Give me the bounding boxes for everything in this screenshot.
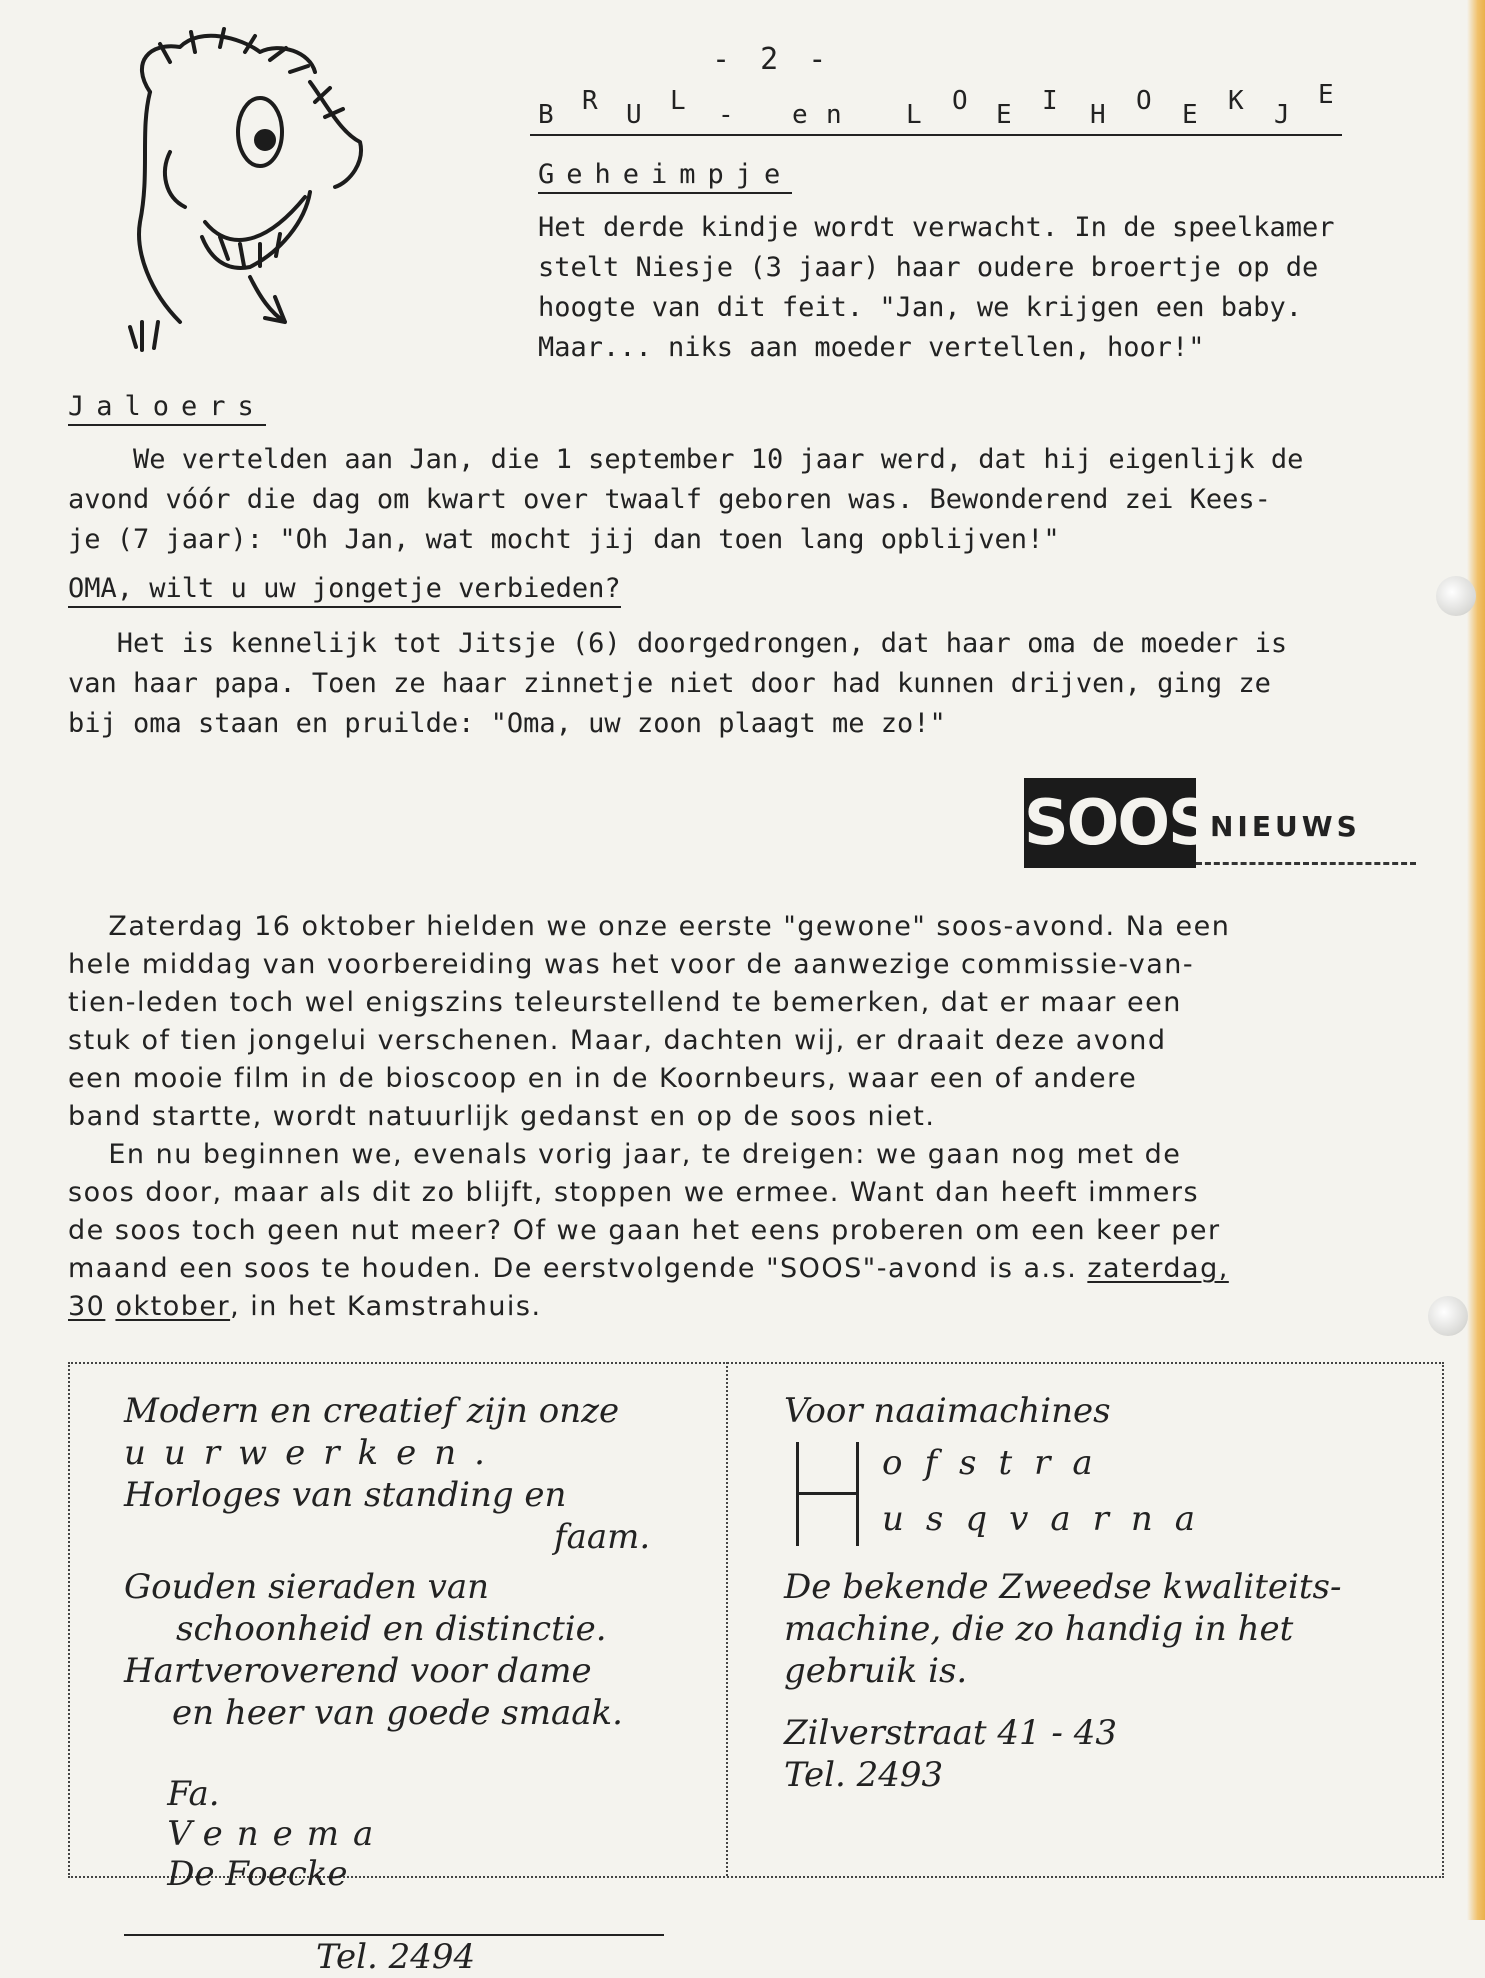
page-number: - 2 - bbox=[712, 42, 833, 77]
title-letter: I bbox=[1042, 86, 1058, 116]
heading-geheimpje: Geheimpje bbox=[538, 158, 792, 194]
ad-line: faam. bbox=[554, 1517, 651, 1557]
ad-address: Zilverstraat 41 - 43 bbox=[784, 1713, 1117, 1753]
text-line: je (7 jaar): "Oh Jan, wat mocht jij dan toen lang opblijven!" bbox=[68, 524, 1060, 555]
title-letter: n bbox=[826, 100, 842, 130]
date-underlined: zaterdag, bbox=[1087, 1253, 1229, 1284]
text-line: de soos toch geen nut meer? Of we gaan het eens proberen om een keer per bbox=[68, 1215, 1221, 1246]
advertisement-divider bbox=[726, 1362, 728, 1876]
soos-article bbox=[68, 908, 1230, 1326]
paper-edge bbox=[1467, 0, 1485, 1920]
ad-line: Modern en creatief zijn onze bbox=[124, 1391, 620, 1431]
soos-logo-text: SOOS bbox=[1024, 786, 1211, 859]
ad-company-line bbox=[124, 1734, 664, 1936]
jaloers-text bbox=[68, 440, 1303, 560]
hofstra-husqvarna-logo bbox=[796, 1442, 1406, 1546]
text-line: We vertelden aan Jan, die 1 september 10 jaar werd, dat hij eigenlijk de bbox=[68, 444, 1304, 475]
text-line: Het is kennelijk tot Jitsje (6) doorgedrongen, dat haar oma de moeder is bbox=[68, 628, 1288, 659]
text-line: Zaterdag 16 oktober hielden we onze eerste "gewone" soos-avond. Na een bbox=[68, 911, 1231, 942]
ad-line: Horloges van standing en bbox=[124, 1475, 567, 1515]
title-letter: L bbox=[906, 100, 922, 130]
text-line: Maar... niks aan moeder vertellen, hoor!" bbox=[538, 332, 1205, 363]
geheimpje-text bbox=[538, 208, 1335, 368]
title-letter: K bbox=[1228, 86, 1244, 116]
text-line bbox=[68, 1250, 1230, 1288]
title-letter: H bbox=[1090, 100, 1106, 130]
text-line: Het derde kindje wordt verwacht. In de speelkamer bbox=[538, 212, 1335, 243]
title-letter: B bbox=[538, 100, 554, 130]
heading-jaloers: Jaloers bbox=[68, 390, 266, 426]
ad-line: gebruik is. bbox=[784, 1651, 968, 1691]
ad-line: Voor naaimachines bbox=[784, 1391, 1111, 1431]
brand-husqvarna: usqvarna bbox=[882, 1499, 1218, 1539]
nieuws-underline bbox=[1196, 862, 1416, 865]
text-line: soos door, maar als dit zo blijft, stoppen we ermee. Want dan heeft immers bbox=[68, 1177, 1200, 1208]
title-letter: L bbox=[670, 86, 686, 116]
text-line: hele middag van voorbereiding was het voor de aanwezige commissie-van- bbox=[68, 949, 1195, 980]
text-line: band startte, wordt natuurlijk gedanst en op de soos niet. bbox=[68, 1101, 936, 1132]
oma-text bbox=[68, 624, 1287, 744]
text-line: stuk of tien jongelui verschenen. Maar, dachten wij, er draait deze avond bbox=[68, 1025, 1167, 1056]
text-line: bij oma staan en pruilde: "Oma, uw zoon plaagt me zo!" bbox=[68, 708, 946, 739]
text-segment: maand een soos te houden. De eerstvolgende "SOOS"-avond is a.s. bbox=[68, 1253, 1088, 1284]
title-letter: O bbox=[952, 86, 968, 116]
punch-hole-top bbox=[1436, 576, 1476, 616]
date-underlined: 30 bbox=[68, 1291, 106, 1322]
ad-right-hofstra bbox=[784, 1390, 1111, 1432]
title-letter: - bbox=[718, 100, 734, 130]
company-name: Venema bbox=[167, 1814, 388, 1854]
company-suffix: De Foecke bbox=[167, 1854, 348, 1894]
ad-phone: Tel. 2494 bbox=[316, 1937, 476, 1977]
brand-hofstra: ofstra bbox=[882, 1443, 1115, 1483]
company-prefix: Fa. bbox=[167, 1774, 220, 1814]
text-line: hoogte van dit feit. "Jan, we krijgen een baby. bbox=[538, 292, 1303, 323]
text-line: stelt Niesje (3 jaar) haar oudere broertje op de bbox=[538, 252, 1319, 283]
ad-line: schoonheid en distinctie. bbox=[176, 1609, 607, 1649]
cartoon-face-illustration bbox=[110, 22, 370, 362]
title-letter: R bbox=[582, 86, 598, 116]
ad-line: Gouden sieraden van bbox=[124, 1567, 490, 1607]
ad-line: en heer van goede smaak. bbox=[172, 1693, 623, 1733]
punch-hole-bottom bbox=[1428, 1296, 1468, 1336]
title-letter: E bbox=[1318, 80, 1334, 110]
heading-oma: OMA, wilt u uw jongetje verbieden? bbox=[68, 572, 621, 608]
title-letter: E bbox=[996, 100, 1012, 130]
ad-line: De bekende Zweedse kwaliteits- bbox=[784, 1567, 1342, 1607]
letter-h-crossbar bbox=[796, 1492, 858, 1495]
title-letter: U bbox=[626, 100, 642, 130]
text-segment: , in het Kamstrahuis. bbox=[230, 1291, 542, 1322]
date-underlined: oktober bbox=[115, 1291, 231, 1322]
text-line: een mooie film in de bioscoop en in de Koornbeurs, waar een of andere bbox=[68, 1063, 1138, 1094]
title-letter: J bbox=[1274, 100, 1290, 130]
text-line: En nu beginnen we, evenals vorig jaar, te dreigen: we gaan nog met de bbox=[68, 1139, 1182, 1170]
text-line: van haar papa. Toen ze haar zinnetje niet door had kunnen drijven, ging ze bbox=[68, 668, 1271, 699]
text-line: avond vóór die dag om kwart over twaalf geboren was. Bewonderend zei Kees- bbox=[68, 484, 1271, 515]
title-letter: e bbox=[792, 100, 808, 130]
ad-right-body bbox=[784, 1566, 1341, 1796]
title-letter: E bbox=[1182, 100, 1198, 130]
ad-phone: Tel. 2493 bbox=[784, 1755, 944, 1795]
title-letter: O bbox=[1136, 86, 1152, 116]
title-underline bbox=[530, 134, 1342, 136]
text-line: tien-leden toch wel enigszins teleurstellend te bemerken, dat er maar een bbox=[68, 987, 1182, 1018]
text-line bbox=[68, 1288, 1230, 1326]
ad-line: uurwerken. bbox=[124, 1433, 503, 1473]
nieuws-logo-text: NIEUWS bbox=[1210, 810, 1361, 843]
ad-left-venema bbox=[124, 1390, 664, 1978]
ad-line: machine, die zo handig in het bbox=[784, 1609, 1294, 1649]
ad-line: Hartveroverend voor dame bbox=[124, 1651, 592, 1691]
